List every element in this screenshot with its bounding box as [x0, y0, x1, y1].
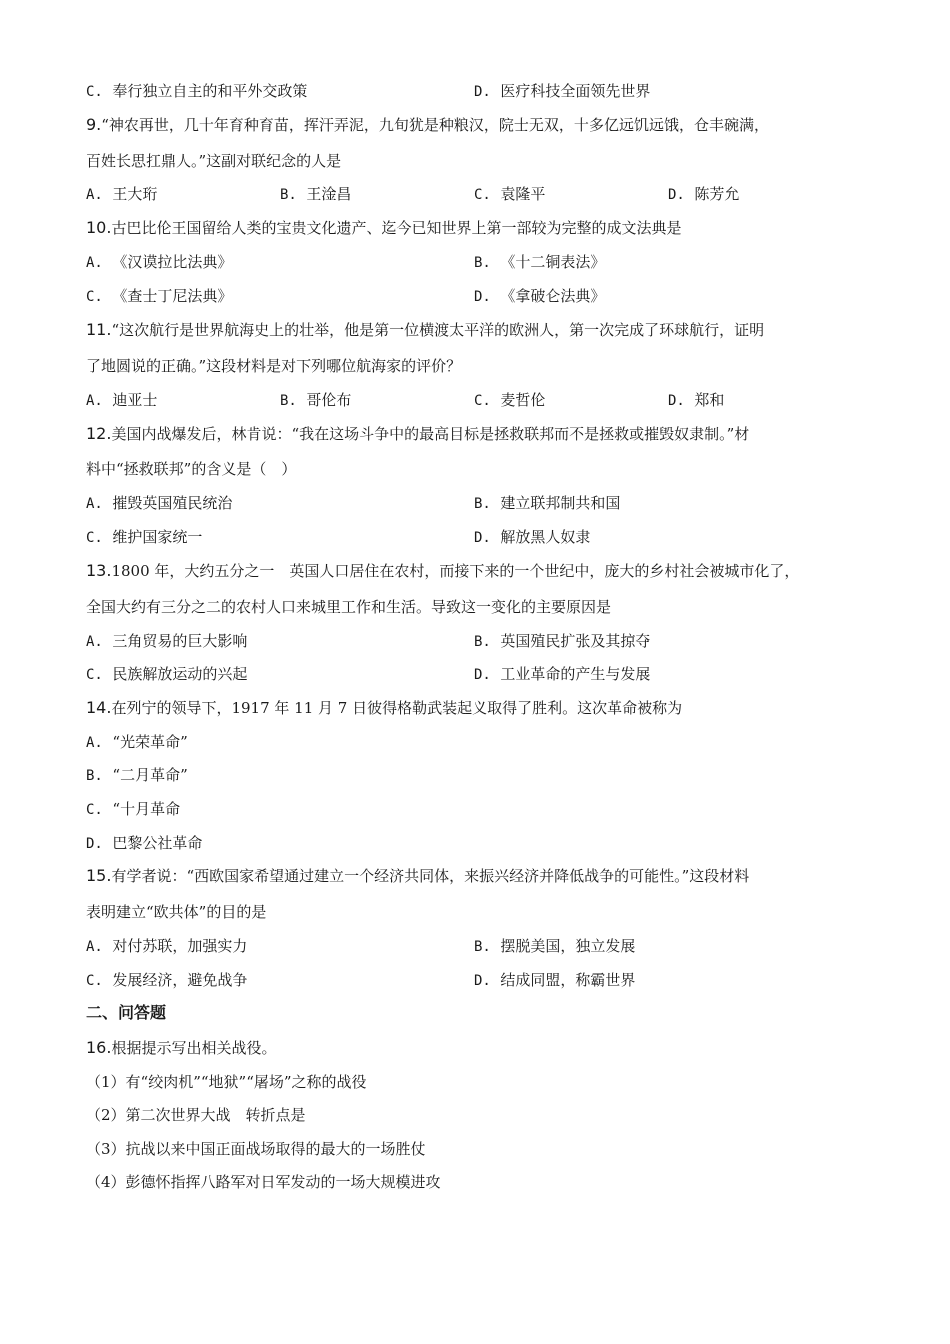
question-number: 9. — [86, 115, 102, 134]
q12-option-a: A. 摧毁英国殖民统治 — [86, 494, 233, 512]
q16-item-2: （2）第二次世界大战 转折点是 — [86, 1106, 306, 1124]
q13-stem-line-2: 全国大约有三分之二的农村人口来城里工作和生活。导致这一变化的主要原因是 — [86, 598, 612, 616]
q12-stem-line-2: 料中“拯救联邦”的含义是（ ） — [86, 460, 297, 478]
q11-option-d: D. 郑和 — [668, 391, 725, 409]
q16-item-4: （4）彭德怀指挥八路军对日军发动的一场大规模进攻 — [86, 1173, 441, 1191]
q16-stem-line-1: 16.根据提示写出相关战役。 — [86, 1038, 277, 1057]
question-number: 11. — [86, 320, 112, 339]
q11-stem-line-1: 11.“这次航行是世界航海史上的壮举，他是第一位横渡太平洋的欧洲人，第一次完成了环球航行，证明 — [86, 320, 765, 339]
q10-stem-line-1: 10.古巴比伦王国留给人类的宝贵文化遗产、迄今已知世界上第一部较为完整的成文法典是 — [86, 218, 682, 237]
q10-option-c: C. 《查士丁尼法典》 — [86, 287, 233, 305]
question-number: 16. — [86, 1038, 112, 1057]
q13-option-b: B. 英国殖民扩张及其掠夺 — [474, 632, 651, 650]
q12-option-d: D. 解放黑人奴隶 — [474, 528, 591, 546]
q13-option-d: D. 工业革命的产生与发展 — [474, 665, 651, 683]
option-letter: D. — [474, 84, 491, 100]
q11-option-c: C. 麦哲伦 — [474, 391, 546, 409]
question-number: 12. — [86, 424, 112, 443]
q13-option-c: C. 民族解放运动的兴起 — [86, 665, 248, 683]
q13-option-a: A. 三角贸易的巨大影响 — [86, 632, 248, 650]
question-number: 13. — [86, 561, 112, 580]
q14-option-b: B. “二月革命” — [86, 766, 188, 784]
q12-option-b: B. 建立联邦制共和国 — [474, 494, 621, 512]
q8-option-c — [86, 81, 307, 102]
option-text: 奉行独立自主的和平外交政策 — [112, 82, 308, 100]
q11-option-b: B. 哥伦布 — [280, 391, 352, 409]
q15-option-a: A. 对付苏联，加强实力 — [86, 937, 248, 955]
q14-option-c: C. “十月革命 — [86, 800, 181, 818]
section-title: 二、问答题 — [86, 1003, 167, 1022]
q15-option-d: D. 结成同盟，称霸世界 — [474, 971, 636, 989]
q15-stem-line-2: 表明建立“欧共体”的目的是 — [86, 903, 267, 921]
question-number: 15. — [86, 866, 112, 885]
q8-option-d — [474, 81, 650, 102]
q11-option-a: A. 迪亚士 — [86, 391, 158, 409]
q15-stem-line-1: 15.有学者说：“西欧国家希望通过建立一个经济共同体，来振兴经济并降低战争的可能性。”这段材料 — [86, 866, 750, 885]
q9-option-a: A. 王大珩 — [86, 185, 158, 203]
q10-option-d: D. 《拿破仑法典》 — [474, 287, 606, 305]
q16-item-1: （1）有“绞肉机”“地狱”“屠场”之称的战役 — [86, 1073, 367, 1091]
q10-option-b: B. 《十二铜表法》 — [474, 253, 606, 271]
q15-option-c: C. 发展经济，避免战争 — [86, 971, 248, 989]
q9-stem-line-1: 9.“神农再世，几十年育种育苗，挥汗弄泥，九旬犹是种粮汉，院士无双，十多亿远饥远饿，仓丰碗满， — [86, 115, 769, 134]
question-number: 14. — [86, 698, 112, 717]
q9-stem-line-2: 百姓长思扛鼎人。”这副对联纪念的人是 — [86, 152, 342, 170]
q16-item-3: （3）抗战以来中国正面战场取得的最大的一场胜仗 — [86, 1140, 426, 1158]
option-letter: C. — [86, 84, 103, 100]
q10-option-a: A. 《汉谟拉比法典》 — [86, 253, 233, 271]
option-text: 医疗科技全面领先世界 — [500, 82, 651, 100]
q12-option-c: C. 维护国家统一 — [86, 528, 203, 546]
question-number: 10. — [86, 218, 112, 237]
q13-stem-line-1: 13.1800 年，大约五分之一 英国人口居住在农村，而接下来的一个世纪中，庞大的乡村社会被城市化了， — [86, 561, 800, 580]
q9-option-c: C. 袁隆平 — [474, 185, 546, 203]
q14-stem-line-1: 14.在列宁的领导下，1917 年 11 月 7 日彼得格勒武装起义取得了胜利。这次革命被称为 — [86, 698, 683, 717]
q9-option-b: B. 王淦昌 — [280, 185, 352, 203]
q15-option-b: B. 摆脱美国，独立发展 — [474, 937, 636, 955]
q14-option-a: A. “光荣革命” — [86, 733, 188, 751]
q11-stem-line-2: 了地圆说的正确。”这段材料是对下列哪位航海家的评价？ — [86, 357, 462, 375]
q14-option-d: D. 巴黎公社革命 — [86, 834, 203, 852]
q12-stem-line-1: 12.美国内战爆发后，林肯说：“我在这场斗争中的最高目标是拯救联邦而不是拯救或摧毁奴隶制。”材 — [86, 424, 750, 443]
q9-option-d: D. 陈芳允 — [668, 185, 740, 203]
